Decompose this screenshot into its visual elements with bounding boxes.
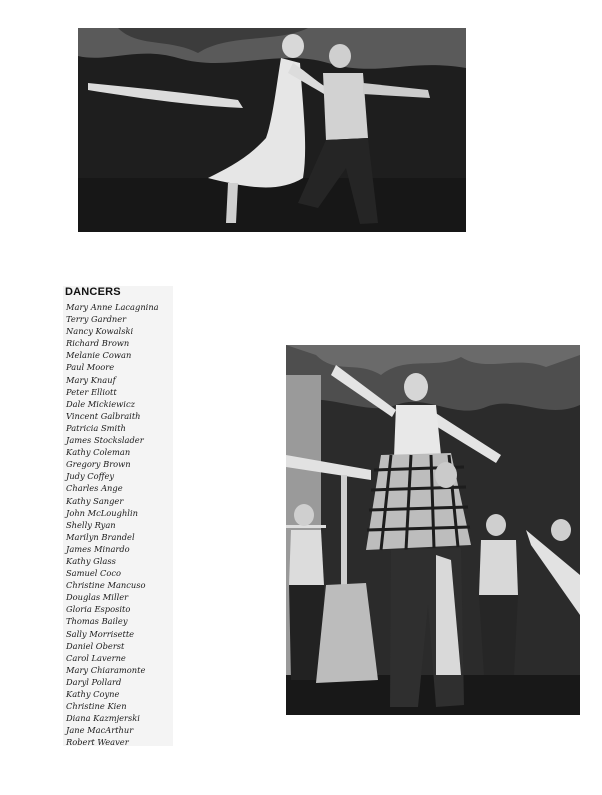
dancers-list-panel bbox=[63, 286, 173, 746]
dancer-name: Daniel Oberst bbox=[66, 640, 125, 651]
dancer-name: Shelly Ryan bbox=[66, 519, 116, 530]
dancer-name: Paul Moore bbox=[66, 362, 115, 373]
dancer-name: Mary Chiaramonte bbox=[66, 664, 146, 675]
dancer-name: Christine Kien bbox=[66, 701, 127, 712]
dancer-name: Kathy Coyne bbox=[66, 689, 120, 699]
dancer-name: Sally Morrisette bbox=[66, 628, 135, 639]
dancer-name: Nancy Kowalski bbox=[66, 326, 134, 337]
dancer-name: James Stockslader bbox=[66, 435, 144, 446]
dancer-name: Mary Anne Lacagnina bbox=[66, 302, 159, 312]
dancer-name: Robert Weaver bbox=[66, 737, 129, 748]
dancer-name: Jane MacArthur bbox=[66, 725, 134, 736]
dancer-name: Richard Brown bbox=[66, 338, 130, 349]
dancer-name: Gloria Esposito bbox=[66, 604, 131, 615]
square-dance-photo bbox=[286, 345, 580, 715]
dancer-name: Charles Ange bbox=[66, 483, 123, 494]
dancer-name: Patricia Smith bbox=[66, 422, 126, 433]
dancer-name: Gregory Brown bbox=[66, 459, 131, 470]
dancer-name: Kathy Glass bbox=[66, 555, 116, 566]
dancer-name: Peter Elliott bbox=[66, 386, 117, 397]
dancer-name: Diana Kazmjerski bbox=[66, 713, 140, 724]
dancer-name: Christine Mancuso bbox=[66, 580, 146, 591]
dancer-name: Daryl Pollard bbox=[66, 676, 122, 687]
dancer-name: Mary Knauf bbox=[66, 374, 116, 385]
dancer-name: Kathy Sanger bbox=[66, 495, 124, 506]
dancer-name: Judy Coffey bbox=[66, 471, 115, 482]
dancer-name: Kathy Coleman bbox=[66, 447, 131, 458]
dancer-name: Terry Gardner bbox=[66, 314, 127, 325]
dancers-heading: DANCERS bbox=[65, 286, 121, 298]
ballet-duo-photo bbox=[78, 28, 466, 232]
dancer-name: John McLoughlin bbox=[66, 507, 138, 518]
dancer-name: Samuel Coco bbox=[66, 568, 122, 579]
dancer-name: Dale Mickiewicz bbox=[66, 398, 135, 409]
dancer-name: Thomas Bailey bbox=[66, 616, 128, 627]
dancers-names bbox=[66, 301, 159, 748]
dancer-name: Vincent Galbraith bbox=[66, 410, 141, 421]
dancer-name: Douglas Miller bbox=[66, 592, 129, 603]
dancer-name: Carol Laverne bbox=[66, 652, 126, 663]
dancer-name: Melanie Cowan bbox=[66, 350, 132, 361]
dancer-name: James Minardo bbox=[66, 543, 130, 554]
dancer-name: Marilyn Brandel bbox=[66, 531, 135, 542]
